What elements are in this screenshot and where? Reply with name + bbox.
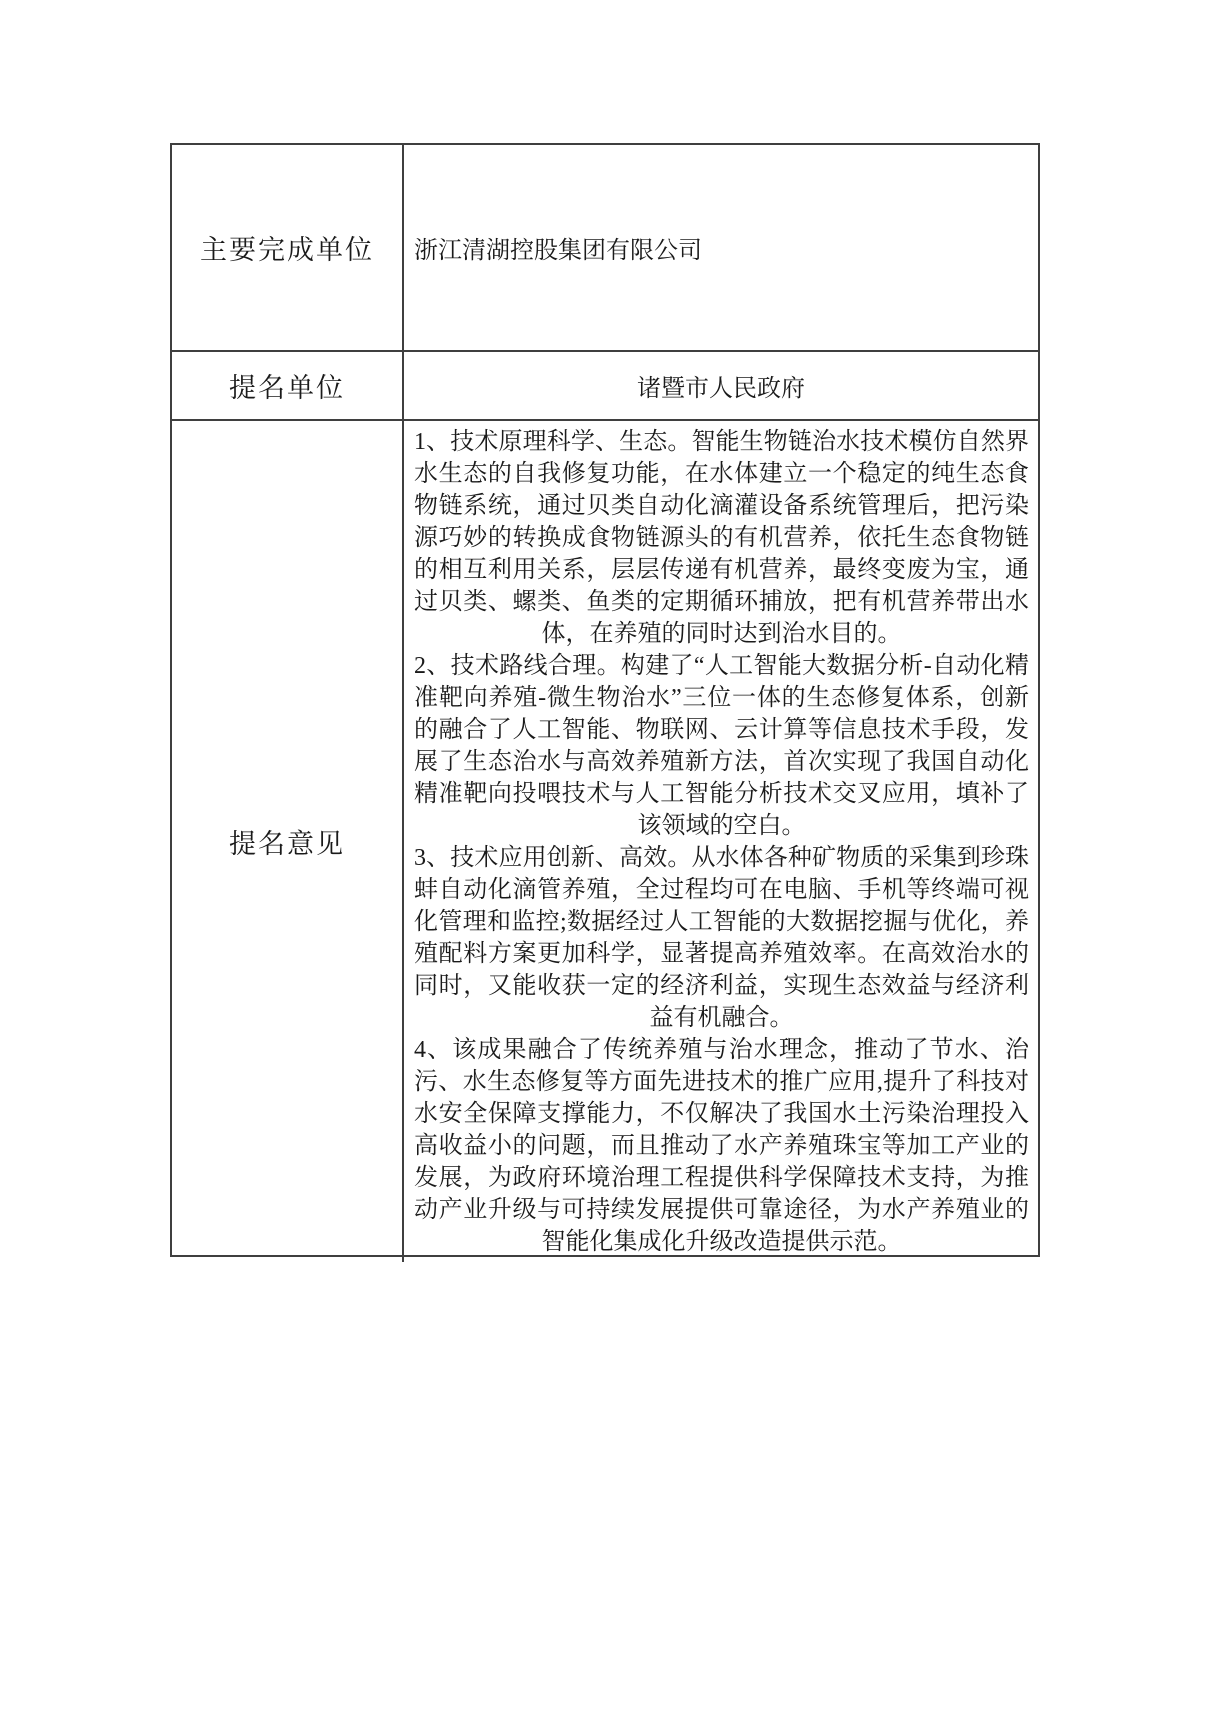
government-name-text: 诸暨市人民政府	[637, 376, 805, 402]
nominating-unit-label: 提名单位	[172, 352, 404, 421]
nomination-opinion-label: 提名意见	[172, 421, 404, 1262]
main-completing-unit-label: 主要完成单位	[172, 145, 404, 352]
main-completing-unit-value	[404, 145, 1038, 352]
nomination-form-table	[170, 143, 1040, 1257]
company-name-text: 浙江清湖控股集团有限公司	[414, 238, 702, 264]
nominating-unit-value	[404, 352, 1038, 421]
opinion-paragraph-2: 2、技术路线合理。构建了“人工智能大数据分析-自动化精准靶向养殖-微生物治水”三位一体的生态修复体系，创新的融合了人工智能、物联网、云计算等信息技术手段，发展了生态治水与高效养殖新方法，首次实现了我国自动化精准靶向投喂技术与人工智能分析技术交叉应用，填补了该领域的空白。	[414, 653, 1029, 839]
opinion-paragraph-1: 1、技术原理科学、生态。智能生物链治水技术模仿自然界水生态的自我修复功能，在水体建立一个稳定的纯生态食物链系统，通过贝类自动化滴灌设备系统管理后，把污染源巧妙的转换成食物链源头的有机营养，依托生态食物链的相互利用关系，层层传递有机营养，最终变废为宝，通过贝类、螺类、鱼类的定期循环捕放，把有机营养带出水体，在养殖的同时达到治水目的。	[414, 429, 1029, 647]
opinion-paragraph-4: 4、该成果融合了传统养殖与治水理念，推动了节水、治污、水生态修复等方面先进技术的推广应用,提升了科技对水安全保障支撑能力，不仅解决了我国水土污染治理投入高收益小的问题，而且推动了水产养殖珠宝等加工产业的发展，为政府环境治理工程提供科学保障技术支持，为推动产业升级与可持续发展提供可靠途径，为水产养殖业的智能化集成化升级改造提供示范。	[414, 1037, 1029, 1255]
opinion-paragraph-3: 3、技术应用创新、高效。从水体各种矿物质的采集到珍珠蚌自动化滴管养殖，全过程均可在电脑、手机等终端可视化管理和监控;数据经过人工智能的大数据挖掘与优化，养殖配料方案更加科学，显著提高养殖效率。在高效治水的同时，又能收获一定的经济利益，实现生态效益与经济利益有机融合。	[414, 845, 1029, 1031]
nomination-opinion-content	[404, 421, 1038, 1262]
